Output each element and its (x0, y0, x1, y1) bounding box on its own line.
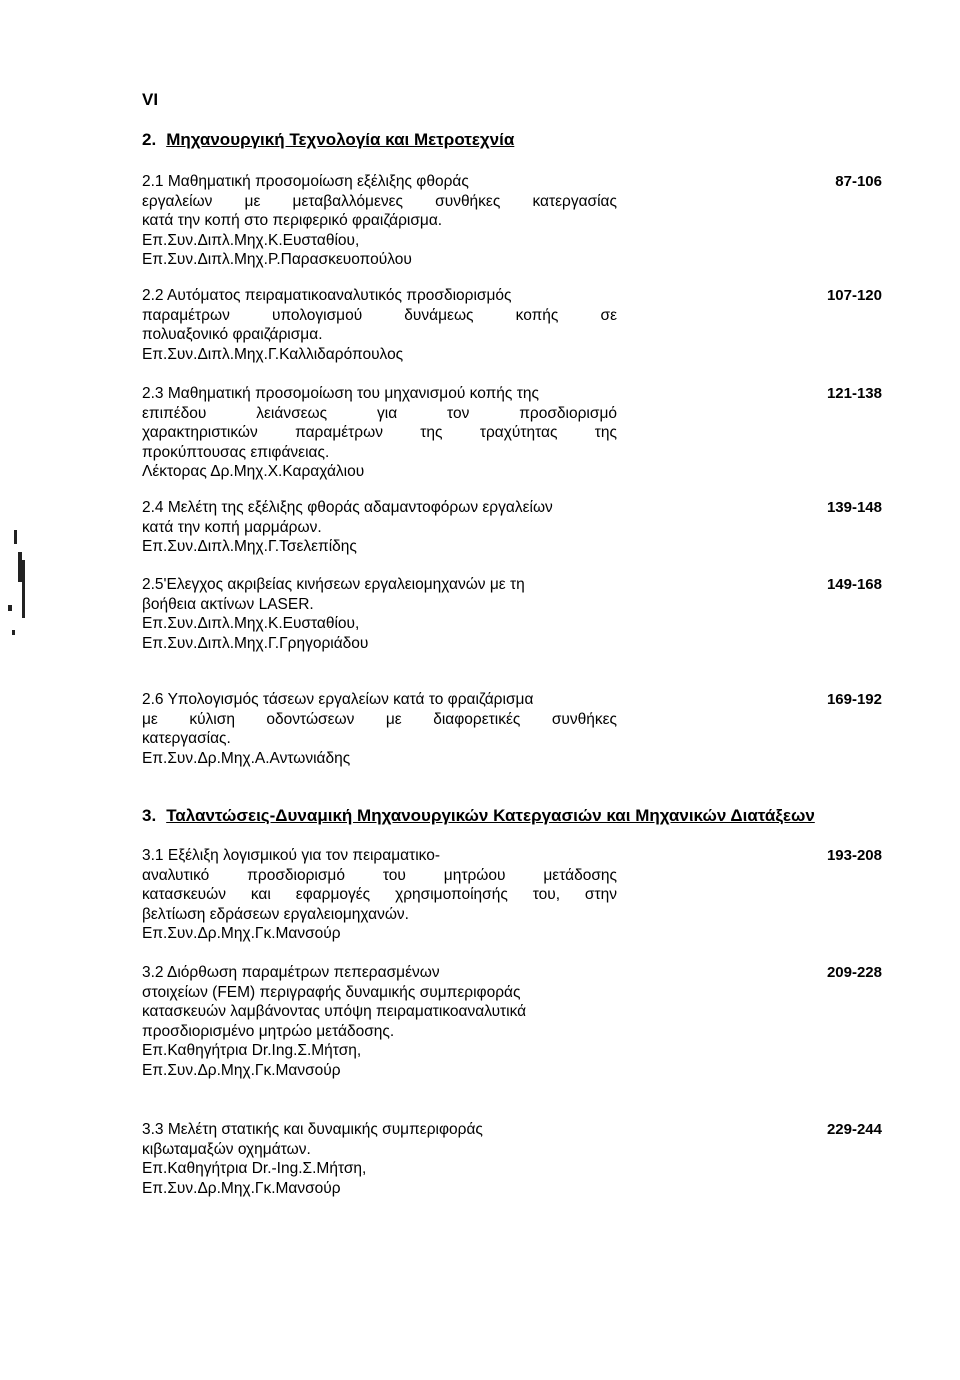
scan-speck (8, 605, 12, 611)
section-title: Μηχανουργική Τεχνολογία και Μετροτεχνία (166, 130, 515, 149)
entry-line: 2.1 Μαθηματική προσομοίωση εξέλιξης φθοράς (142, 173, 469, 190)
section-heading (142, 806, 815, 826)
page-range: 107-120 (826, 287, 882, 304)
toc-entry (142, 1120, 922, 1198)
entry-line: με κύλιση οδοντώσεων με διαφορετικές συνθήκες (142, 710, 617, 728)
entry-line: επιπέδου λειάνσεως για τον προσδιορισμό (142, 404, 617, 422)
entry-line: Λέκτορας Δρ.Μηχ.Χ.Καραχάλιου (142, 463, 365, 480)
entry-line: πολυαξονικό φραιζάρισμα. (142, 326, 323, 343)
toc-entry (142, 498, 922, 557)
entry-line: κατεργασίας. (142, 730, 231, 747)
entry-line: 3.2 Διόρθωση παραμέτρων πεπερασμένων (142, 964, 440, 981)
entry-line: κατασκευών λαμβάνοντας υπόψη πειραματικοαναλυτικά (142, 1003, 527, 1020)
toc-entry (142, 286, 922, 364)
entry-line: προκύπτουσας επιφάνειας. (142, 443, 330, 461)
page-range: 169-192 (826, 691, 882, 708)
entry-line: 3.3 Μελέτη στατικής και δυναμικής συμπεριφοράς (142, 1121, 483, 1138)
entry-line: κατά την κοπή στο περιφερικό φραιζάρισμα. (142, 212, 443, 229)
scan-speck (12, 630, 15, 635)
entry-line: Επ.Καθηγήτρια Dr.-Ing.Σ.Μήτση, (142, 1160, 367, 1177)
page-range: 87-106 (835, 173, 882, 190)
page-range: 149-168 (826, 576, 882, 593)
entry-line: 2.3 Μαθηματική προσομοίωση του μηχανισμού κοπής της (142, 385, 539, 402)
entry-line: παραμέτρων υπολογισμού δυνάμεως κοπής σε (142, 306, 617, 324)
page-number: VI (142, 90, 159, 109)
page-range: 193-208 (826, 847, 882, 864)
entry-line: στοιχείων (FEM) περιγραφής δυναμικής συμπεριφοράς (142, 983, 521, 1001)
entry-line: κατά την κοπή μαρμάρων. (142, 518, 322, 536)
section-number: 3. (142, 806, 157, 825)
entry-line: Επ.Συν.Διπλ.Μηχ.Κ.Ευσταθίου, (142, 615, 360, 632)
entry-line: Επ.Συν.Διπλ.Μηχ.Γ.Γρηγοριάδου (142, 634, 369, 652)
entry-line: 3.1 Εξέλιξη λογισμικού για τον πειραματικο- (142, 847, 441, 864)
entry-line: Επ.Καθηγήτρια Dr.Ing.Σ.Μήτση, (142, 1042, 362, 1059)
page-range: 209-228 (826, 964, 882, 981)
entry-line: βοήθεια ακτίνων LASER. (142, 595, 314, 613)
entry-line: βελτίωση εδράσεων εργαλειομηχανών. (142, 905, 409, 923)
entry-line: Επ.Συν.Διπλ.Μηχ.Γ.Τσελεπίδης (142, 538, 357, 555)
entry-line: Επ.Συν.Διπλ.Μηχ.Κ.Ευσταθίου, (142, 231, 360, 249)
page-range: 121-138 (826, 385, 882, 402)
toc-entry (142, 172, 922, 270)
entry-line: Επ.Συν.Διπλ.Μηχ.Γ.Καλλιδαρόπουλος (142, 345, 404, 363)
entry-line: 2.2 Αυτόματος πειραματικοαναλυτικός προσδιορισμός (142, 287, 512, 304)
entry-line: κατασκευών και εφαρμογές χρησιμοποίησής του, στην (142, 886, 617, 903)
section-number: 2. (142, 130, 157, 149)
toc-entry (142, 575, 922, 653)
entry-line: Επ.Συν.Δρ.Μηχ.Γκ.Μανσούρ (142, 925, 341, 942)
entry-line: Επ.Συν.Δρ.Μηχ.Γκ.Μανσούρ (142, 1179, 341, 1197)
entry-line: Επ.Συν.Δρ.Μηχ.Α.Αντωνιάδης (142, 749, 351, 767)
page-range: 139-148 (826, 499, 882, 516)
entry-line: 2.4 Μελέτη της εξέλιξης φθοράς αδαμαντοφόρων εργαλείων (142, 499, 553, 516)
entry-line: αναλυτικό προσδιορισμό του μητρώου μετάδοσης (142, 866, 617, 884)
entry-line: χαρακτηριστικών παραμέτρων της τραχύτητας της (142, 424, 617, 441)
section-title: Ταλαντώσεις-Δυναμική Μηχανουργικών Κατεργασιών και Μηχανικών Διατάξεων (166, 806, 815, 825)
toc-entry (142, 963, 922, 1080)
section-heading (142, 130, 514, 150)
page-range: 229-244 (826, 1121, 882, 1138)
entry-line: εργαλείων με μεταβαλλόμενες συνθήκες κατεργασίας (142, 192, 617, 210)
entry-line: 2.6 Υπολογισμός τάσεων εργαλείων κατά το φραιζάρισμα (142, 691, 534, 708)
scan-speck (14, 530, 17, 544)
entry-line: Επ.Συν.Διπλ.Μηχ.Ρ.Παρασκευοπούλου (142, 251, 412, 268)
entry-line: προσδιορισμένο μητρώο μετάδοσης. (142, 1022, 395, 1040)
scan-speck (22, 560, 25, 618)
toc-entry (142, 690, 922, 768)
entry-line: 2.5'Ελεγχος ακριβείας κινήσεων εργαλειομηχανών με τη (142, 576, 525, 593)
entry-line: κιβωταμαξών οχημάτων. (142, 1140, 311, 1158)
toc-entry (142, 384, 922, 482)
entry-line: Επ.Συν.Δρ.Μηχ.Γκ.Μανσούρ (142, 1061, 341, 1079)
toc-entry (142, 846, 922, 944)
